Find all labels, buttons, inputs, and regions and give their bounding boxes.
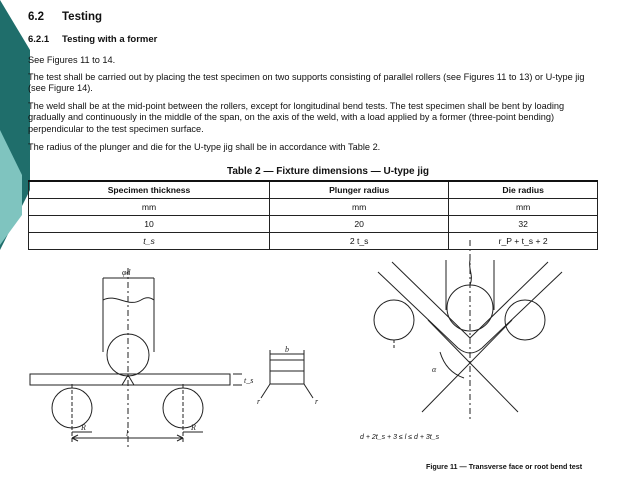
paragraph-see-figures: See Figures 11 to 14.	[28, 55, 116, 65]
paragraph-test-setup: The test shall be carried out by placing the test specimen on two supports consisting of parallel rollers (see Figures 11 to 13) or U-type jig (see Figure 14).	[28, 72, 585, 94]
span-condition: d + 2t_s + 3 ≤ l ≤ d + 3t_s	[360, 434, 440, 441]
label-thickness: t_s	[244, 376, 254, 385]
subsection-title: Testing with a former	[62, 34, 158, 45]
header-specimen-thickness: Specimen thickness	[29, 181, 270, 199]
bend-test-figure	[28, 0, 628, 480]
label-width: b	[285, 345, 289, 354]
figure-caption: Figure 11 — Transverse face or root bend test	[426, 462, 583, 471]
table-cell: 10	[29, 216, 270, 233]
table-cell: 20	[270, 216, 449, 233]
label-angle: α	[432, 365, 437, 374]
header-die-radius: Die radius	[449, 181, 598, 199]
label-r-left: r	[257, 397, 261, 406]
table-cell: t_s	[29, 233, 270, 250]
label-diameter: φd	[122, 268, 131, 277]
label-span: l	[126, 429, 129, 438]
paragraph-weld-position: The weld shall be at the mid-point between the rollers, except for longitudinal bend tests. The test specimen shall be bent by loading gradually and continuously in the middle of the span, on the axis of the weld, with a load applied by a former (three-point bending) perpendicular to the test specimen surface.	[28, 101, 565, 134]
unit-cell: mm	[449, 199, 598, 216]
table-title: Table 2 — Fixture dimensions — U-type jig	[226, 166, 430, 177]
table-cell: 2 t_s	[270, 233, 449, 250]
unit-cell: mm	[29, 199, 270, 216]
header-plunger-radius: Plunger radius	[270, 181, 449, 199]
document-page	[28, 0, 628, 480]
paragraph-plunger-radius: The radius of the plunger and die for the U-type jig shall be in accordance with Table 2.	[28, 142, 381, 152]
label-r-right: r	[315, 397, 319, 406]
section-title: Testing	[62, 11, 103, 23]
subsection-number: 6.2.1	[28, 34, 50, 45]
section-number: 6.2	[28, 11, 44, 23]
table-cell: 32	[449, 216, 598, 233]
table-cell: r_P + t_s + 2	[449, 233, 598, 250]
label-radius-left: R	[81, 423, 86, 432]
unit-cell: mm	[270, 199, 449, 216]
label-radius-right: R	[191, 423, 196, 432]
decorative-side-band	[0, 0, 30, 480]
